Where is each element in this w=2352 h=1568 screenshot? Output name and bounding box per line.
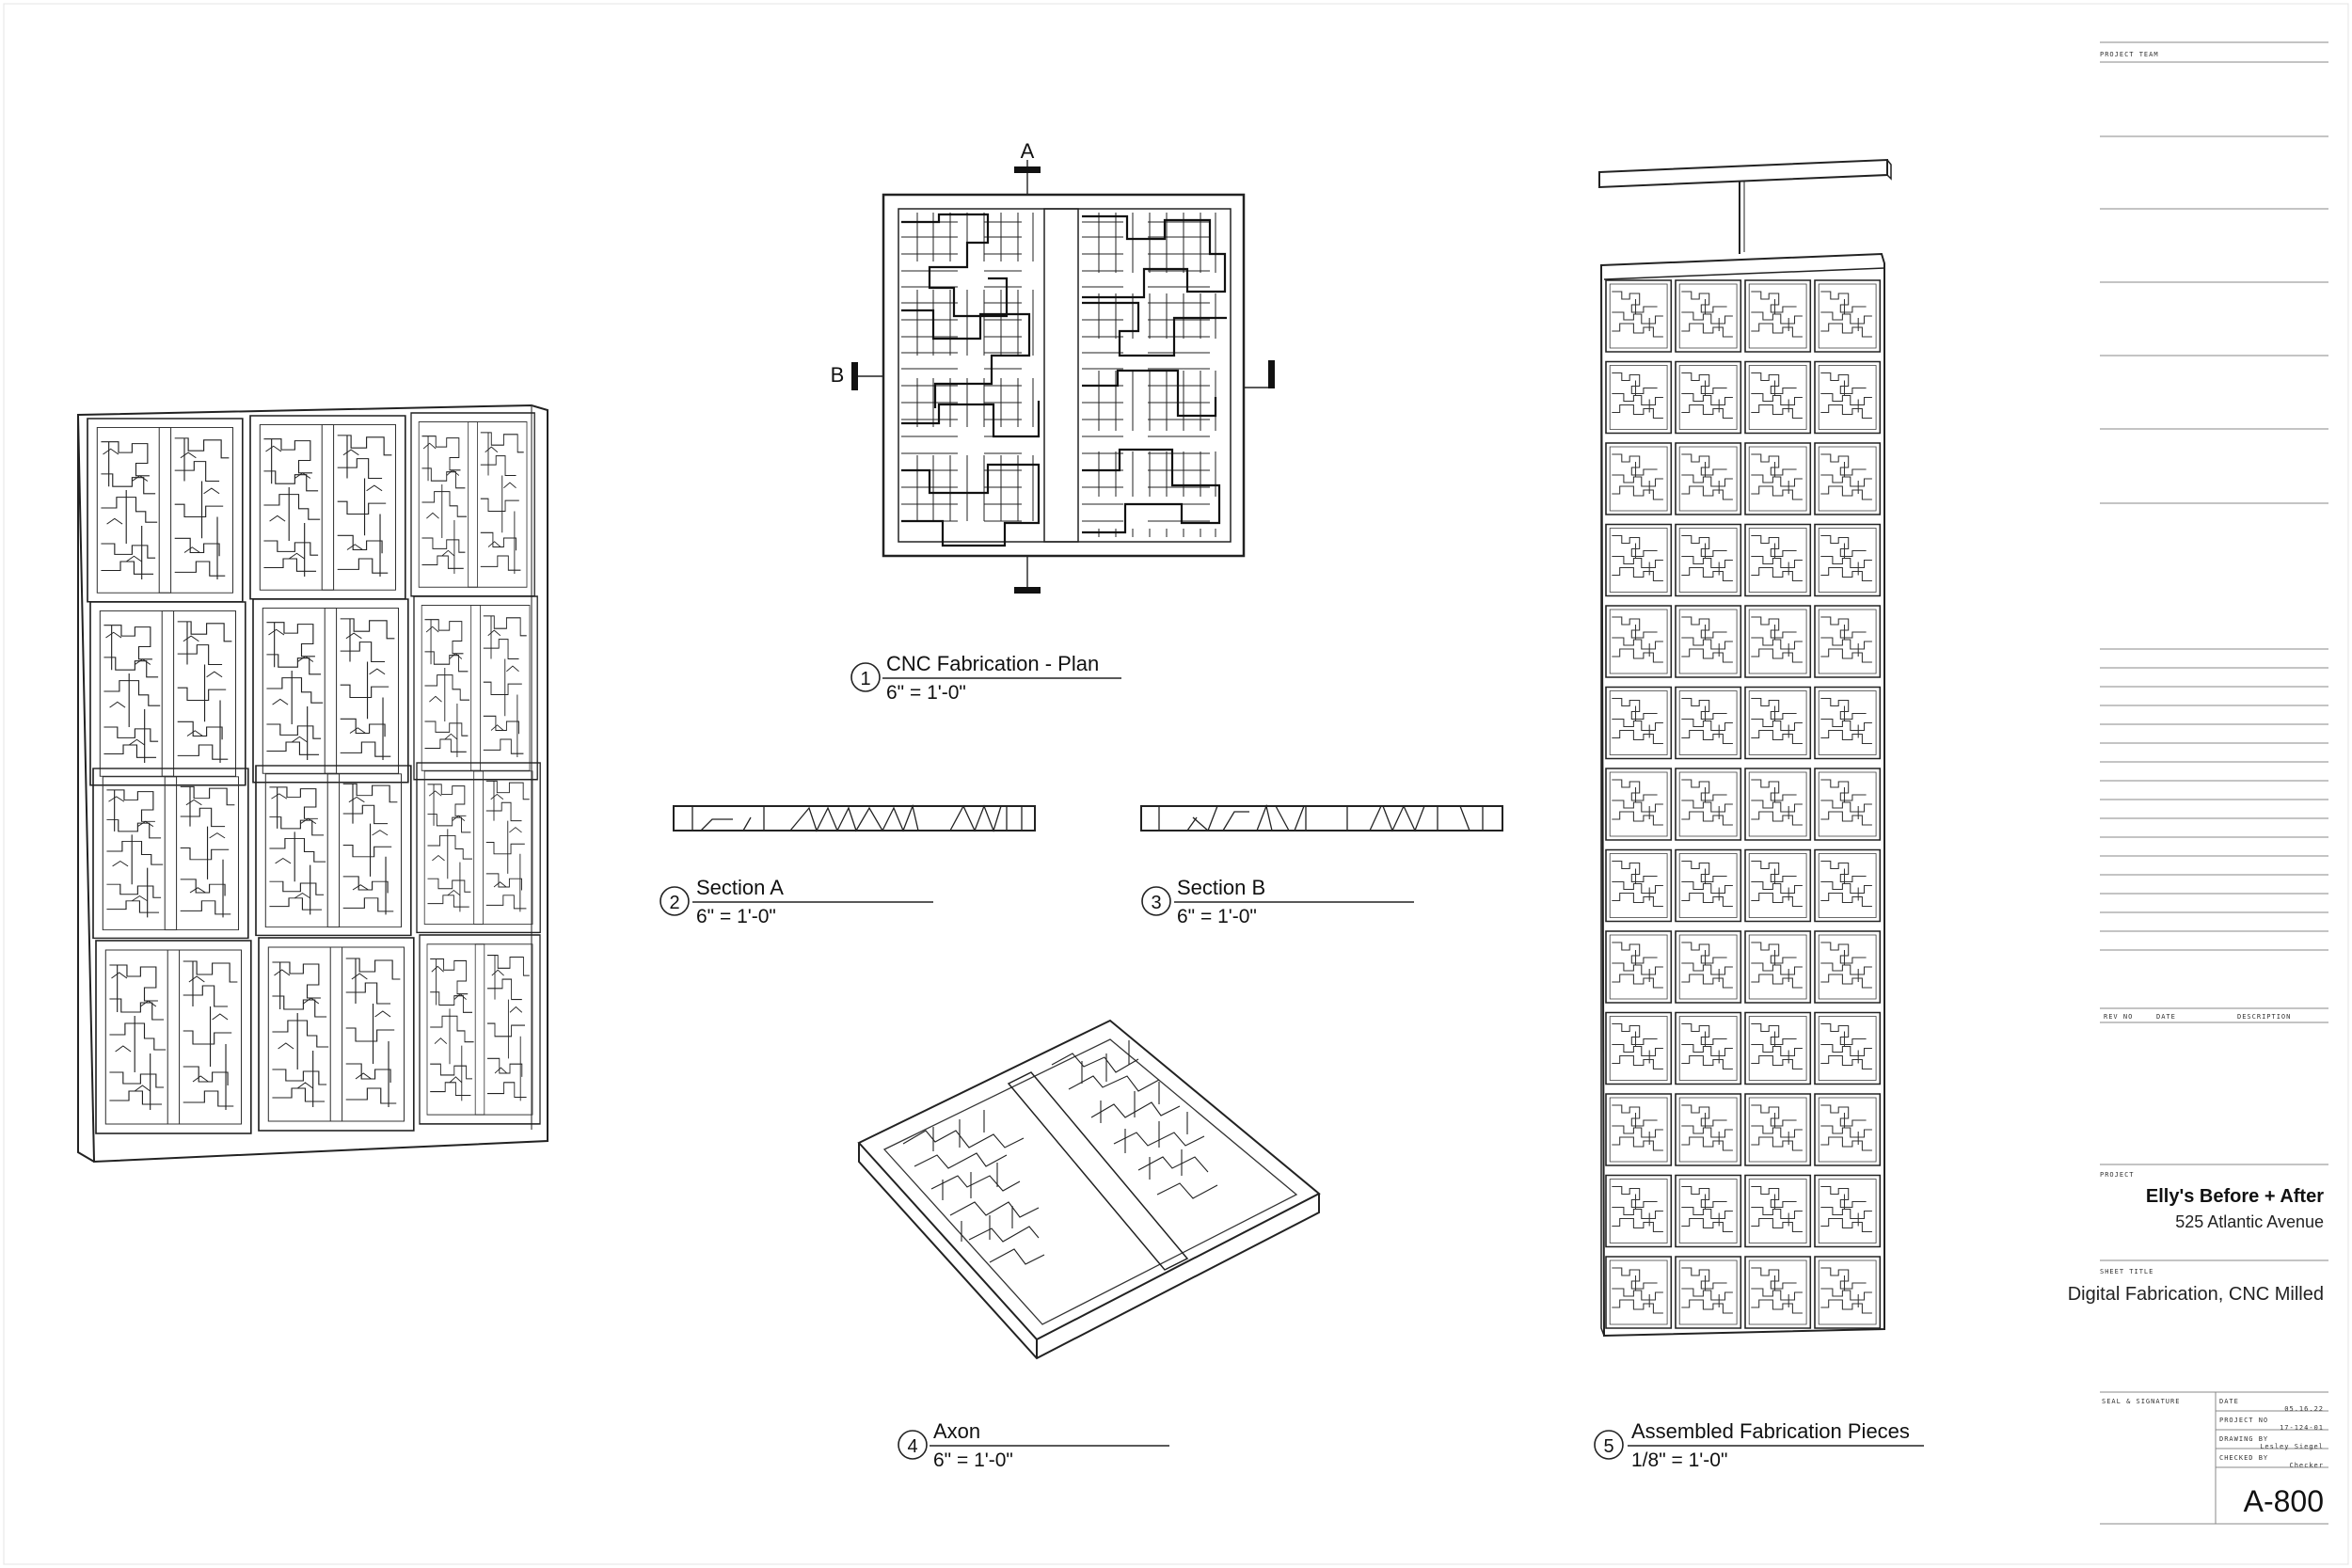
caption-1-number: 1 (860, 669, 871, 689)
screen-tile (1815, 931, 1880, 1003)
screen-tile (1815, 362, 1880, 434)
project-address: 525 Atlantic Avenue (2175, 1212, 2324, 1231)
screen-tile (1676, 362, 1740, 434)
screen-tile (1676, 525, 1740, 596)
caption-1-title: CNC Fabrication - Plan (886, 652, 1100, 675)
screen-tile (1815, 1094, 1880, 1165)
caption-3-scale: 6" = 1'-0" (1177, 906, 1257, 927)
screen-tile (1745, 1094, 1810, 1165)
screen-tile (1815, 606, 1880, 677)
caption-4-title: Axon (933, 1419, 981, 1443)
axon-drawing (859, 1021, 1319, 1358)
screen-tile (1676, 1176, 1740, 1247)
caption-3-number: 3 (1151, 893, 1162, 913)
screen-tile (1676, 1094, 1740, 1165)
caption-1 (851, 652, 1121, 704)
date-value: 05.16.22 (2284, 1405, 2324, 1413)
screen-tile (1745, 1176, 1810, 1247)
screen-tile (1606, 768, 1671, 840)
section-b-letter: B (830, 363, 845, 387)
screen-tile (1676, 280, 1740, 352)
screen-tile (1815, 768, 1880, 840)
caption-1-scale: 6" = 1'-0" (886, 682, 966, 704)
screen-tile (1676, 768, 1740, 840)
section-b-drawing (1141, 806, 1502, 831)
screen-tile (1606, 525, 1671, 596)
screen-tile (1606, 1257, 1671, 1328)
screen-tile (1676, 1013, 1740, 1085)
screen-tile (1745, 768, 1810, 840)
screen-tile (1815, 443, 1880, 515)
date-label: DATE (2219, 1398, 2239, 1405)
project-no-label: PROJECT NO (2219, 1417, 2269, 1424)
caption-3 (1142, 876, 1414, 927)
project-name: Elly's Before + After (2145, 1186, 2324, 1207)
caption-4 (898, 1419, 1169, 1471)
project-label: PROJECT (2100, 1171, 2135, 1179)
screen-tile (1745, 850, 1810, 922)
screen-tile (1606, 688, 1671, 759)
caption-4-number: 4 (907, 1436, 918, 1457)
caption-2-number: 2 (669, 893, 680, 913)
screen-tile (1676, 850, 1740, 922)
checked-by-label: CHECKED BY (2219, 1454, 2269, 1462)
screen-tile (1676, 606, 1740, 677)
screen-tile (1815, 1257, 1880, 1328)
sheet-title: Digital Fabrication, CNC Milled (2067, 1284, 2324, 1305)
screen-tile (1606, 850, 1671, 922)
caption-3-title: Section B (1177, 876, 1266, 899)
screen-tile (1745, 931, 1810, 1003)
checked-by-value: Checker (2289, 1462, 2324, 1469)
screen-tile (1606, 606, 1671, 677)
rev-no-header: REV NO (2104, 1013, 2134, 1021)
project-no-value: 17-124-01 (2280, 1424, 2324, 1432)
screen-tile (1815, 850, 1880, 922)
caption-5-number: 5 (1603, 1436, 1614, 1457)
screen-tile (1606, 362, 1671, 434)
screen-tile (1815, 1176, 1880, 1247)
caption-4-scale: 6" = 1'-0" (933, 1449, 1013, 1471)
rev-date-header: DATE (2156, 1013, 2176, 1021)
caption-5 (1595, 1419, 1924, 1471)
drawing-by-label: DRAWING BY (2219, 1435, 2269, 1443)
seal-label: SEAL & SIGNATURE (2102, 1398, 2181, 1405)
screen-tile (1606, 280, 1671, 352)
screen-tile (1745, 362, 1810, 434)
caption-2-scale: 6" = 1'-0" (696, 906, 776, 927)
screen-tile (1606, 1094, 1671, 1165)
screen-tile (1745, 443, 1810, 515)
caption-5-title: Assembled Fabrication Pieces (1631, 1419, 1910, 1443)
screen-tile (1606, 1013, 1671, 1085)
caption-2 (660, 876, 933, 927)
screen-tile (1606, 931, 1671, 1003)
sheet-title-label: SHEET TITLE (2100, 1268, 2154, 1275)
project-team-label: PROJECT TEAM (2100, 51, 2159, 58)
screen-tile (1745, 280, 1810, 352)
screen-tile (1606, 1176, 1671, 1247)
plan-drawing (851, 160, 1275, 594)
screen-tile (1815, 688, 1880, 759)
rev-description-header: DESCRIPTION (2237, 1013, 2292, 1021)
section-a-drawing (674, 806, 1035, 831)
drawing-by-value: Lesley Siegel (2260, 1443, 2324, 1450)
screen-tile (1815, 1013, 1880, 1085)
caption-5-scale: 1/8" = 1'-0" (1631, 1449, 1728, 1471)
screen-tile (1676, 443, 1740, 515)
screen-tile-grid (1606, 280, 1880, 1328)
screen-tile (1745, 688, 1810, 759)
screen-tile (1745, 525, 1810, 596)
elevation-wall (78, 405, 548, 1162)
sheet-number: A-800 (2243, 1484, 2324, 1518)
screen-tile (1745, 1257, 1810, 1328)
screen-tile (1745, 1013, 1810, 1085)
screen-tile (1815, 280, 1880, 352)
screen-tile (1745, 606, 1810, 677)
caption-2-title: Section A (696, 876, 784, 899)
section-a-letter: A (1020, 139, 1035, 163)
screen-tile (1815, 525, 1880, 596)
screen-tile (1676, 1257, 1740, 1328)
screen-tile (1676, 688, 1740, 759)
screen-tile (1606, 443, 1671, 515)
screen-tile (1676, 931, 1740, 1003)
